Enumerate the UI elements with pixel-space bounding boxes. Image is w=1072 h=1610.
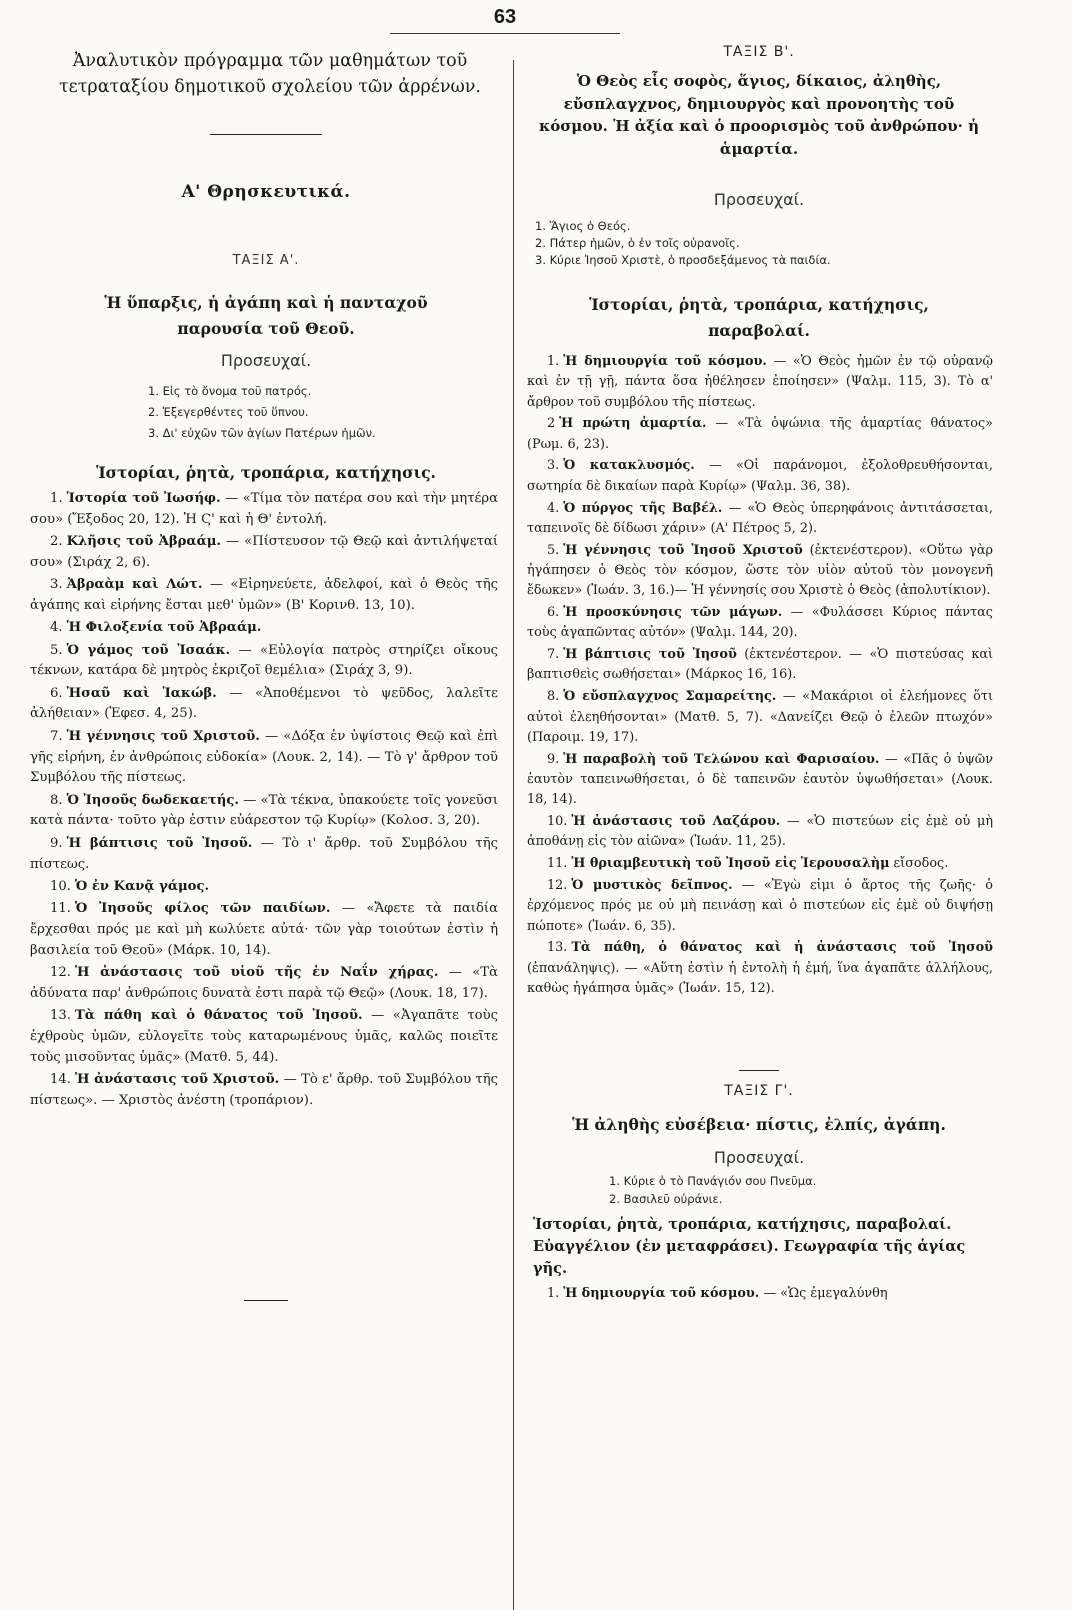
items-list: [30, 489, 498, 1113]
item-number: 3.: [547, 458, 560, 474]
item-number: 6.: [50, 685, 63, 701]
item-text: — «Εὐλογία πατρὸς στηρίζει οἴκους τέκνων, κατάρα δὲ μητρὸς ἐκριζοῖ θεμέλια» (Σιράχ 3, 9).: [30, 642, 498, 679]
taxis-a-subtitle: Ἡ ὕπαρξις, ἡ ἀγάπη καὶ ἡ πανταχοῦ παρουσία τοῦ Θεοῦ.: [104, 293, 428, 338]
prayer-item: 2. Ἐξεγερθέντες τοῦ ὕπνου.: [148, 405, 309, 419]
item-text: — «Μακάριοι οἱ ἐλεήμονες ὅτι αὐτοὶ ἐλεηθήσονται» (Ματθ. 5, 7). «Δανείζει Θεῷ ὁ ἐλεῶν πτωχόν» (Παροιμ. 19, 17).: [527, 689, 993, 745]
item-text: — Τὸ ι' ἄρθρ. τοῦ Συμβόλου τῆς πίστεως.: [30, 835, 498, 872]
item-text: — «Τὰ ὀψώνια τῆς ἁμαρτίας θάνατος» (Ρωμ. 6, 23).: [527, 416, 993, 452]
document-heading: Ἀναλυτικὸν πρόγραμμα τῶν μαθημάτων τοῦ τετραταξίου δημοτικοῦ σχολείου τῶν ἀρρένων.: [59, 51, 481, 97]
list-item: [527, 876, 993, 937]
list-item: [527, 414, 993, 455]
item-title: Ἡ προσκύνησις τῶν μάγων.: [563, 605, 783, 621]
list-item: [30, 877, 498, 898]
list-item: [30, 641, 498, 683]
item-title: Ἠσαῦ καὶ Ἰακώβ.: [66, 685, 217, 701]
item-number: 1.: [50, 491, 63, 506]
list-item: [527, 1284, 993, 1304]
list-item: [30, 532, 498, 574]
list-item: [30, 963, 498, 1005]
item-title: Ἀβραὰμ καὶ Λώτ.: [66, 577, 203, 593]
prayer-item: 2. Βασιλεῦ οὐράνιε.: [609, 1192, 723, 1206]
item-text: — «Φυλάσσει Κύριος πάντας τοὺς ἀγαπῶντας αὐτόν» (Ψαλμ. 144, 20).: [527, 605, 993, 641]
taxis-c-rule: [525, 1070, 993, 1071]
item-text: — «Ἀποθέμενοι τὸ ψεῦδος, λαλεῖτε ἀλήθειαν» (Ἐφεσ. 4, 25).: [30, 685, 499, 722]
item-title: Ἡ Φιλοξενία τοῦ Ἀβραάμ.: [66, 620, 262, 636]
prayers-c-list: [609, 1172, 993, 1208]
item-title: Ὁ μυστικὸς δεῖπνος.: [571, 877, 733, 893]
taxis-c-label: ΤΑΞΙΣ Γ'.: [724, 1083, 794, 1099]
list-item: [30, 834, 498, 876]
item-title: Ἡ δημιουργία τοῦ κόσμου.: [563, 1286, 760, 1301]
item-text: εἴσοδος.: [893, 856, 949, 872]
item-title: Ἡ παραβολὴ τοῦ Τελώνου καὶ Φαρισαίου.: [563, 751, 880, 767]
item-number: 8.: [50, 792, 63, 808]
items-b-list: [527, 352, 993, 1001]
item-text: — «Ὁ πιστεύων εἰς ἐμὲ οὐ μὴ ἀποθάνῃ εἰς τὸν αἰῶνα» (Ἰωάν. 11, 25).: [527, 814, 993, 850]
item-number: 9.: [547, 751, 560, 767]
item-text: — «Τὰ ἀδύνατα παρ' ἀνθρώποις δυνατὰ ἐστι παρὰ τῷ Θεῷ» (Λουκ. 18, 17).: [30, 965, 498, 1001]
prayer-item: 1. Κύριε ὁ τὸ Πανάγιόν σου Πνεῦμα.: [609, 1174, 817, 1188]
heading-rule: [24, 134, 508, 135]
section-title: Α' Θρησκευτικά.: [181, 182, 351, 202]
list-item: [30, 1070, 498, 1112]
item-text: — «Πᾶς ὁ ὑψῶν ἑαυτὸν ταπεινωθήσεται, ὁ δὲ ταπεινῶν ἑαυτὸν ὑψωθήσεται» (Λουκ. 18, 14).: [527, 751, 993, 808]
prayer-item: 1. Ἅγιος ὁ Θεός.: [535, 219, 631, 233]
column-divider: [513, 60, 514, 1610]
item-text: — «Ἀγαπᾶτε τοὺς ἐχθροὺς ὑμῶν, εὐλογεῖτε τοὺς καταρωμένους ὑμᾶς, καλῶς ποιεῖτε τοὺς μισοῦντας ὑμᾶς» (Ματθ. 5, 44).: [30, 1008, 498, 1065]
list-item: [30, 618, 498, 639]
item-text: (ἐκτενέστερον. — «Ὁ πιστεύσας καὶ βαπτισθεὶς σωθήσεται» (Μάρκος 16, 16).: [527, 647, 993, 683]
stories-c-heading: Ἱστορίαι, ῥητὰ, τροπάρια, κατήχησις, παραβολαί. Εὐαγγέλιον (ἐν μεταφράσει). Γεωγραφία τῆς ἁγίας γῆς.: [533, 1216, 966, 1277]
item-title: Ὁ κατακλυσμός.: [563, 458, 695, 474]
prayer-item: 2. Πάτερ ἡμῶν, ὁ ἐν τοῖς οὐρανοῖς.: [535, 236, 740, 250]
item-title: Τὰ πάθη καὶ ὁ θάνατος τοῦ Ἰησοῦ.: [74, 1008, 363, 1024]
item-number: 5.: [547, 542, 560, 558]
page-number: 63: [493, 6, 517, 28]
prayer-item: 1. Εἰς τὸ ὄνομα τοῦ πατρός.: [148, 384, 312, 398]
item-text: — «Ὁ Θεὸς ὑπερηφάνοις ἀντιτάσσεται, ταπεινοῖς δὲ δίδωσι χάριν» (Α' Πέτρος 5, 2).: [527, 500, 993, 536]
prayers-c-label: Προσευχαί.: [713, 1148, 805, 1167]
item-title: Ἡ ἀνάστασις τοῦ Χριστοῦ.: [74, 1072, 280, 1088]
prayers-b-label: Προσευχαί.: [713, 190, 805, 209]
taxis-b-subtitle: Ὁ Θεὸς εἷς σοφὸς, ἅγιος, δίκαιος, ἀληθὴς, εὔσπλαγχνος, δημιουργὸς καὶ προνοητὴς τοῦ κόσμου. Ἡ ἀξία καὶ ὁ προορισμὸς τοῦ ἀνθρώπου· ἡ ἁμαρτία.: [538, 72, 979, 158]
list-item: [527, 456, 993, 497]
item-title: Ἱστορία τοῦ Ἰωσήφ.: [66, 491, 221, 506]
item-number: 2.: [50, 534, 63, 550]
list-item: [527, 645, 993, 686]
list-item: [30, 489, 498, 531]
prayers-b-list: [535, 218, 993, 269]
list-item: [527, 938, 993, 999]
prayer-item: 3. Δι' εὐχῶν τῶν ἁγίων Πατέρων ἡμῶν.: [148, 426, 376, 440]
item-number: 13.: [547, 940, 568, 956]
item-number: 8.: [547, 689, 560, 705]
item-title: Κλῆσις τοῦ Ἀβραάμ.: [66, 534, 221, 550]
item-title: Ἡ θριαμβευτικὴ τοῦ Ἰησοῦ εἰς Ἱερουσαλὴμ: [571, 856, 890, 872]
stories-b-heading: Ἱστορίαι, ῥητὰ, τροπάρια, κατήχησις, παραβολαί.: [589, 295, 929, 340]
item-title: Ὁ Ἰησοῦς δωδεκαετής.: [66, 792, 239, 808]
left-column: [24, 0, 508, 1500]
list-item: [30, 899, 498, 961]
list-item: [527, 854, 993, 874]
item-number: 3.: [50, 577, 63, 593]
item-title: Ὁ Ἰησοῦς φίλος τῶν παιδίων.: [74, 901, 331, 917]
item-number: 10.: [50, 878, 71, 894]
item-title: Ὁ γάμος τοῦ Ἰσαάκ.: [66, 642, 231, 658]
list-item: [527, 687, 993, 748]
item-title: Ἡ γέννησις τοῦ Χριστοῦ.: [66, 728, 260, 744]
item-number: 7.: [547, 647, 560, 663]
item-text: — «Οἱ παράνομοι, ἐξολοθρευθήσονται, σωτηρία δὲ δικαίων παρὰ Κυρίῳ» (Ψαλμ. 36, 38).: [527, 458, 993, 494]
item-text: — «Τίμα τὸν πατέρα σου καὶ τὴν μητέρα σου» (Ἔξοδος 20, 12). Ἡ Ϛ' καὶ ἡ Θ' ἐντολή.: [30, 491, 498, 527]
item-title: Ὁ εὔσπλαγχνος Σαμαρείτης.: [563, 689, 777, 705]
list-item: [30, 791, 498, 833]
list-item: [30, 684, 498, 726]
item-number: 13.: [50, 1008, 71, 1024]
item-text: — «Δόξα ἐν ὑψίστοις Θεῷ καὶ ἐπὶ γῆς εἰρήνη, ἐν ἀνθρώποις εὐδοκία» (Λουκ. 2, 14). — Τὸ γ' ἄρθρον τοῦ Συμβόλου τῆς πίστεως.: [30, 728, 498, 786]
list-item: [527, 812, 993, 853]
prayers-label: Προσευχαί.: [220, 351, 312, 370]
items-c-list: [527, 1284, 993, 1306]
item-text: — «Εἰρηνεύετε, ἀδελφοί, καὶ ὁ Θεὸς τῆς ἀγάπης καὶ εἰρήνης ἔσται μεθ' ὑμῶν» (Β' Κορινθ. 13, 10).: [30, 577, 499, 613]
item-number: 1.: [547, 354, 560, 369]
list-item: [30, 1006, 498, 1068]
item-text: — «Ὡς ἐμεγαλύνθη: [763, 1286, 888, 1301]
item-number: 14.: [50, 1072, 71, 1088]
item-number: 5.: [50, 642, 63, 658]
item-number: 11.: [50, 901, 71, 917]
list-item: [527, 499, 993, 540]
item-number: 7.: [50, 728, 63, 744]
item-number: 1.: [547, 1286, 560, 1301]
item-text: (ἐπανάληψις). — «Αὕτη ἐστὶν ἡ ἐντολὴ ἡ ἐμή, ἵνα ἀγαπᾶτε ἀλλήλους, καθὼς ἠγάπησα ὑμᾶς» (Ἰωάν. 15, 12).: [527, 960, 993, 996]
prayers-list: [148, 381, 508, 444]
list-item: [30, 575, 498, 617]
list-item: [527, 603, 993, 644]
list-item: [527, 541, 993, 602]
item-number: 10.: [547, 814, 568, 830]
stories-heading: Ἱστορίαι, ῥητὰ, τροπάρια, κατήχησις.: [96, 463, 436, 482]
item-text: — «Ἐγὼ εἰμι ὁ ἄρτος τῆς ζωῆς· ὁ ἐρχόμενος πρός με οὐ μὴ πεινάσῃ καὶ ὁ πιστεύων εἰς ἐμὲ οὐ διψήσῃ πώποτε» (Ἰωάν. 6, 35).: [527, 877, 993, 934]
taxis-c-subtitle: Ἡ ἀληθὴς εὐσέβεια· πίστις, ἐλπίς, ἀγάπη.: [572, 1115, 946, 1134]
right-column: [525, 0, 993, 1500]
item-number: 9.: [50, 835, 63, 851]
item-title: Ἡ δημιουργία τοῦ κόσμου.: [563, 354, 767, 369]
item-title: Ἡ ἀνάστασις τοῦ Λαζάρου.: [571, 814, 781, 830]
item-text: — «Ἄφετε τὰ παιδία ἔρχεσθαι πρός με καὶ μὴ κωλύετε αὐτά· τῶν γὰρ τοιούτων ἐστὶν ἡ βασιλεία τοῦ Θεοῦ» (Μάρκ. 10, 14).: [30, 901, 498, 958]
item-text: (ἐκτενέστερον). «Οὕτω γὰρ ἠγάπησεν ὁ Θεὸς τὸν κόσμον, ὥστε τὸν υἱὸν αὐτοῦ τὸν μονογενῆ ἔδωκεν» (Ἰωάν. 3, 16.)— Ἡ γέννησίς σου Χριστὲ ὁ Θεὸς (ἀπολυτίκιον).: [527, 542, 993, 599]
item-number: 11.: [547, 856, 568, 872]
item-number: 6.: [547, 605, 560, 621]
taxis-a-label: ΤΑΞΙΣ Α'.: [232, 253, 300, 268]
item-title: Ἡ βάπτισις τοῦ Ἰησοῦ.: [66, 835, 253, 851]
item-text: — «Ὁ Θεὸς ἡμῶν ἐν τῷ οὐρανῷ καὶ ἐν τῇ γῇ, πάντα ὅσα ἠθέλησεν ἐποίησεν» (Ψαλμ. 115, 3). Τὸ α' ἄρθρον τοῦ συμβόλου τῆς πίστεως.: [527, 354, 993, 410]
item-title: Ἡ ἀνάστασις τοῦ υἱοῦ τῆς ἐν Ναΐν χήρας.: [74, 965, 439, 981]
prayer-item: 3. Κύριε Ἰησοῦ Χριστὲ, ὁ προσδεξάμενος τὰ παιδία.: [535, 253, 831, 267]
footer-rule: [24, 1300, 508, 1301]
item-text: — «Τὰ τέκνα, ὑπακούετε τοῖς γονεῦσι κατὰ πάντα· τοῦτο γὰρ ἐστιν εὐάρεστον τῷ Κυρίῳ» (Κολοσ. 3, 20).: [30, 792, 498, 829]
list-item: [527, 352, 993, 413]
item-text: — «Πίστευσον τῷ Θεῷ καὶ ἀντιλήψεταί σου» (Σιράχ 2, 6).: [30, 534, 499, 570]
list-item: [527, 750, 993, 811]
item-number: 4.: [50, 620, 63, 636]
item-title: Τὰ πάθη, ὁ θάνατος καὶ ἡ ἀνάστασις τοῦ Ἰησοῦ: [571, 940, 993, 956]
item-number: 2: [547, 416, 556, 432]
item-number: 12.: [547, 877, 568, 893]
taxis-b-label: ΤΑΞΙΣ Β'.: [723, 44, 795, 60]
item-number: 4.: [547, 500, 560, 516]
item-title: Ἡ βάπτισις τοῦ Ἰησοῦ: [563, 647, 737, 663]
item-text: — Τὸ ε' ἄρθρ. τοῦ Συμβόλου τῆς πίστεως». — Χριστὸς ἀνέστη (τροπάριον).: [30, 1072, 499, 1108]
item-title: Ἡ πρώτη ἁμαρτία.: [559, 416, 707, 432]
item-title: Ἡ γέννησις τοῦ Ἰησοῦ Χριστοῦ: [563, 542, 803, 558]
list-item: [30, 727, 498, 789]
item-number: 12.: [50, 965, 71, 981]
item-title: Ὁ πύργος τῆς Βαβέλ.: [563, 500, 723, 516]
item-title: Ὁ ἐν Κανᾷ γάμος.: [74, 878, 210, 894]
